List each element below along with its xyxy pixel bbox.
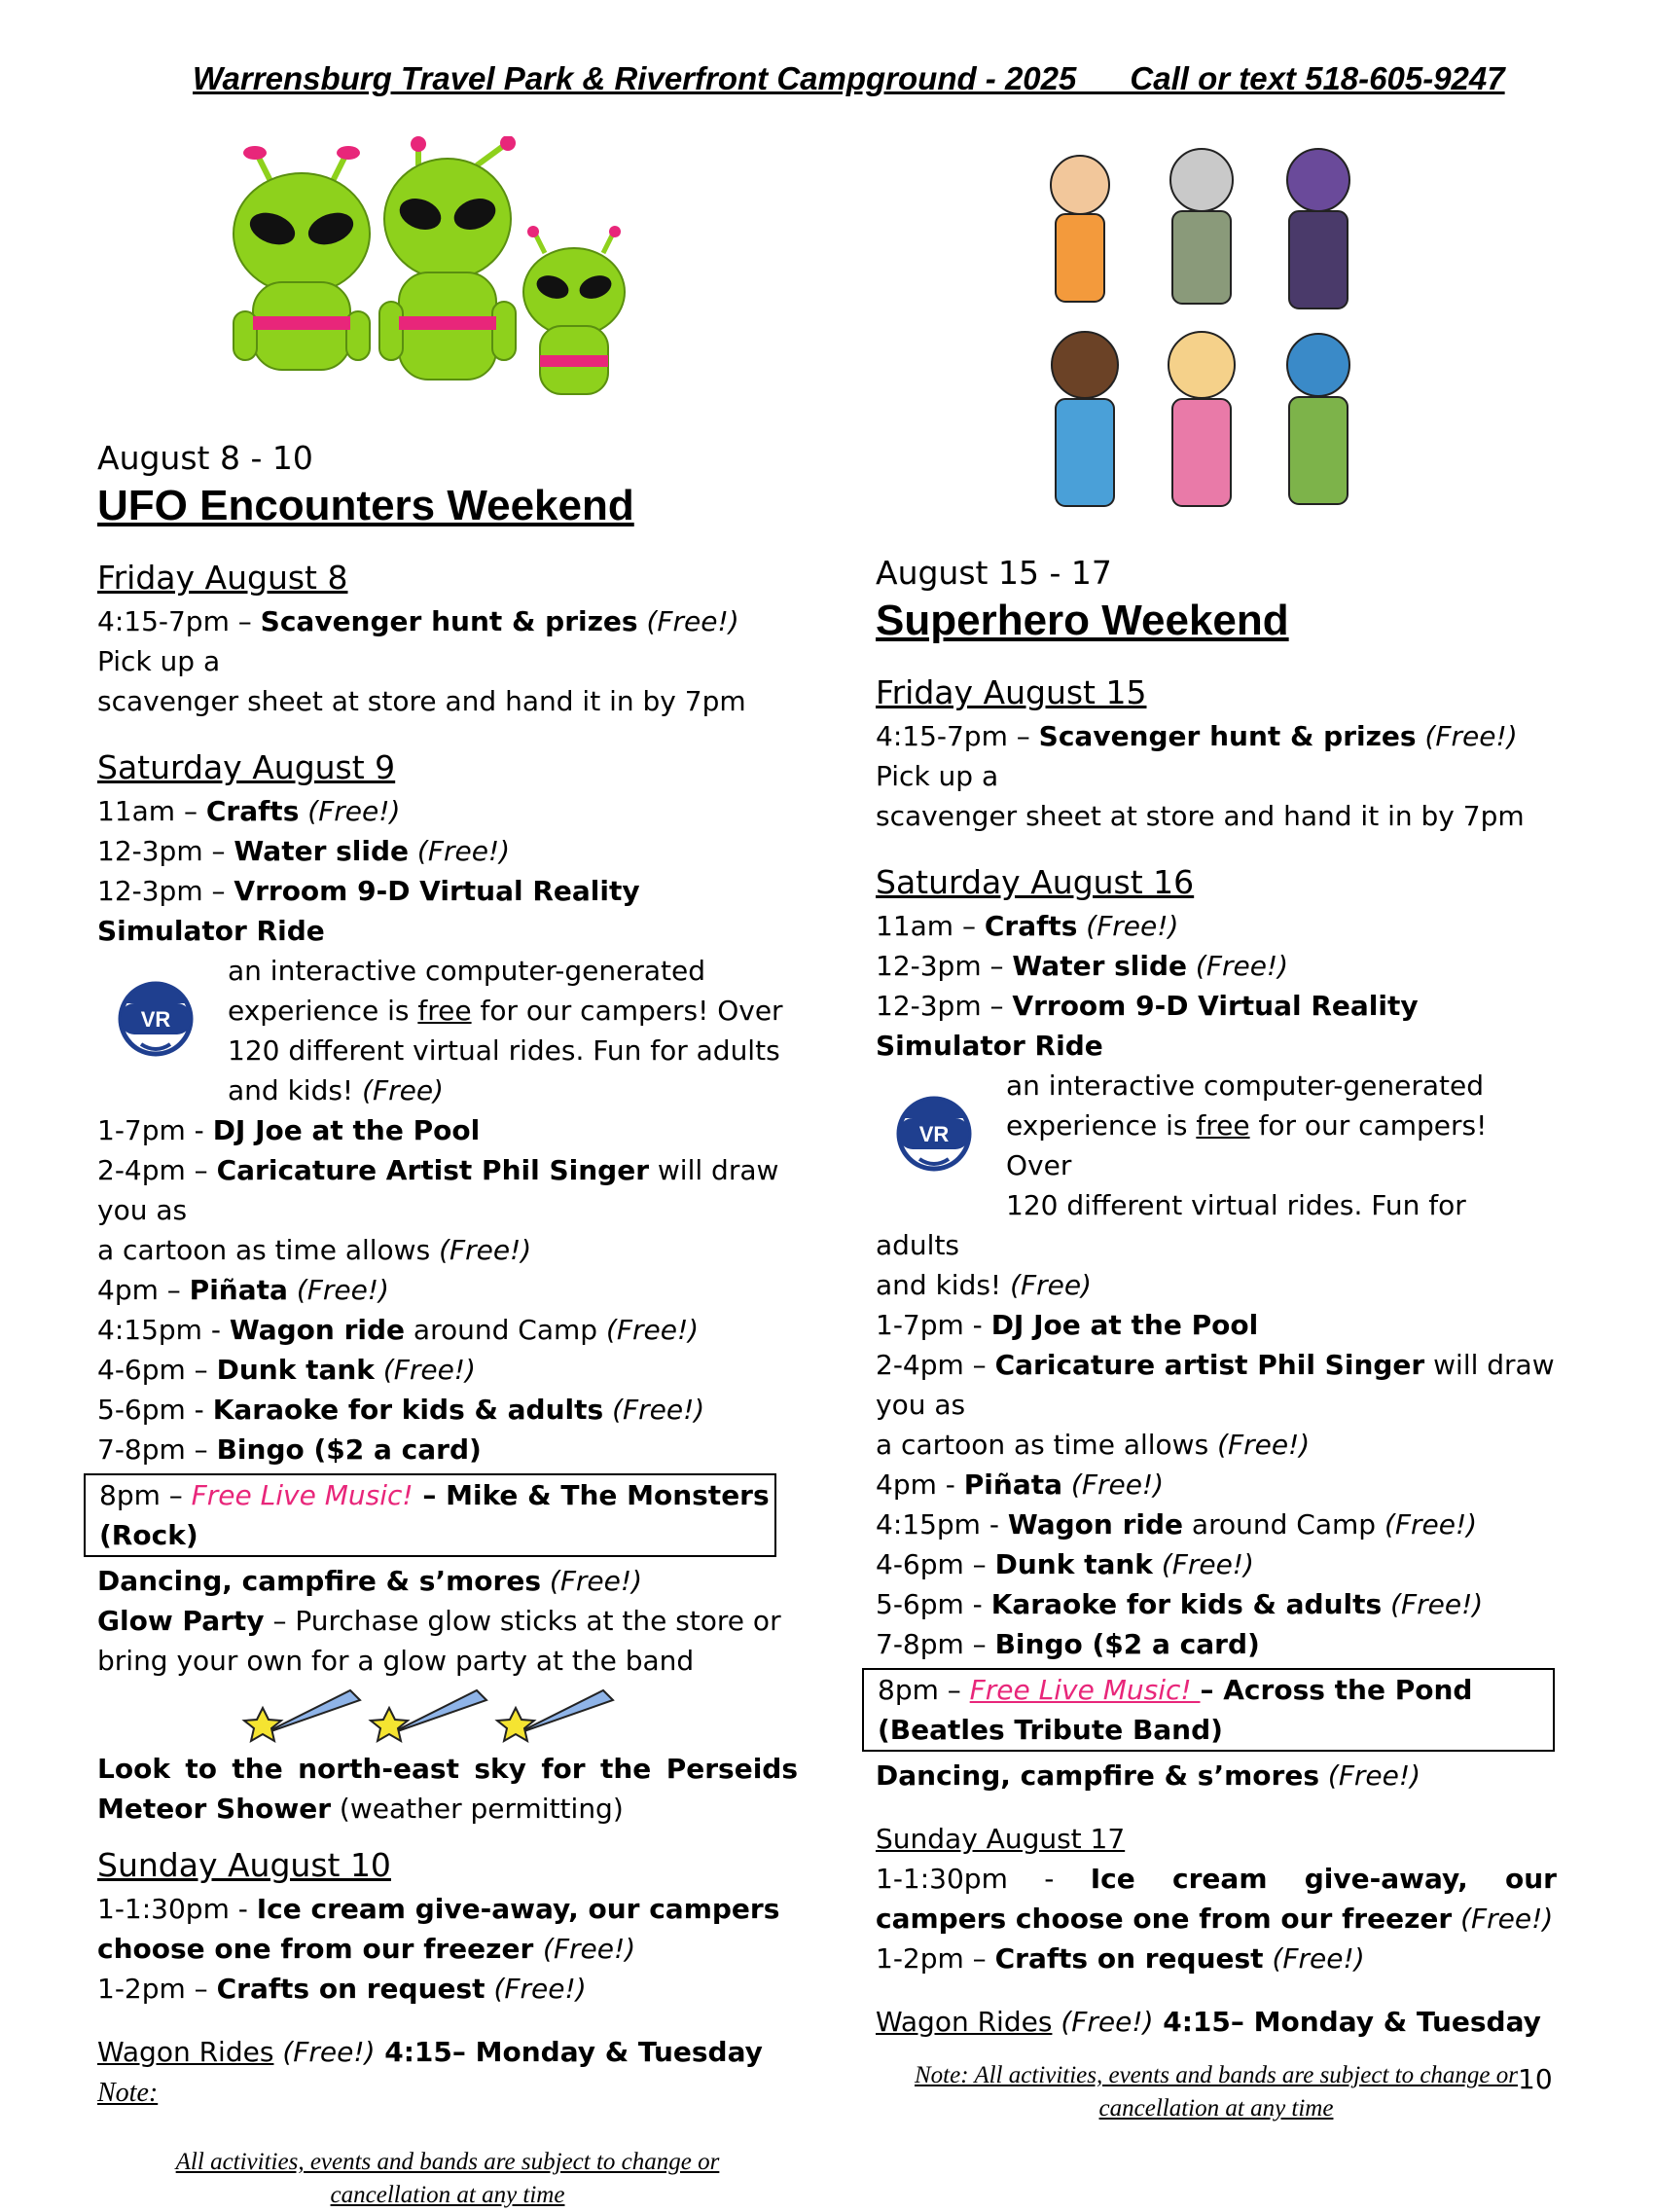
shooting-stars — [97, 1681, 798, 1749]
right-live-music-cont: (Beatles Tribute Band) — [878, 1714, 1223, 1746]
right-note-line-1: Note: All activities, events and bands are subject to change or — [914, 2062, 1519, 2088]
left-vr-desc-2: experience is free for our campers! Over — [228, 995, 783, 1027]
right-vr-desc-3: 120 different virtual rides. Fun for adults — [876, 1189, 1466, 1261]
left-sat-waterslide: 12-3pm – Water slide (Free!) — [97, 835, 511, 867]
right-vr-desc-4: and kids! (Free) — [876, 1269, 1092, 1301]
left-friday-item-cont: scavenger sheet at store and hand it in by 7pm — [97, 685, 746, 717]
left-note-line-2: cancellation at any time — [330, 2182, 565, 2208]
alien-illustration — [214, 136, 662, 409]
vr-headset-icon — [876, 1070, 992, 1186]
left-sat-pinata: 4pm – Piñata (Free!) — [97, 1274, 389, 1306]
left-live-music-cont: (Rock) — [99, 1519, 198, 1551]
page-number: 10 — [1518, 2063, 1553, 2095]
left-sunday-heading: Sunday August 10 — [97, 1846, 391, 1884]
right-sat-dj: 1-7pm - DJ Joe at the Pool — [876, 1309, 1259, 1341]
left-dates: August 8 - 10 — [97, 439, 313, 477]
right-vr-desc-2: experience is free for our campers! Over — [1006, 1109, 1488, 1181]
right-sat-waterslide: 12-3pm – Water slide (Free!) — [876, 950, 1289, 982]
vr-icon-label: VR — [140, 1007, 171, 1032]
right-vr-desc-1: an interactive computer-generated — [1006, 1070, 1485, 1102]
left-wagon-rides: Wagon Rides (Free!) 4:15– Monday & Tuesday Note: — [97, 2036, 763, 2108]
right-dancing: Dancing, campfire & s’mores (Free!) — [876, 1759, 1421, 1792]
left-sun-icecream-cont: choose one from our freezer (Free!) — [97, 1933, 636, 1965]
right-sat-karaoke: 5-6pm - Karaoke for kids & adults (Free!) — [876, 1588, 1484, 1620]
left-sat-bingo: 7-8pm – Bingo ($2 a card) — [97, 1433, 482, 1466]
left-sat-vr: 12-3pm – Vrroom 9-D Virtual Reality Simulator Ride — [97, 875, 640, 947]
right-friday-item: 4:15-7pm – Scavenger hunt & prizes (Free!) Pick up a — [876, 720, 1518, 792]
left-live-music-box — [84, 1473, 776, 1557]
right-sat-vr: 12-3pm – Vrroom 9-D Virtual Reality Simulator Ride — [876, 990, 1419, 1062]
right-column — [876, 551, 1557, 2125]
page-header: Warrensburg Travel Park & Riverfront Campground - 2025 Call or text 518-605-9247 — [193, 60, 1505, 96]
left-vr-block — [97, 951, 798, 1110]
right-sat-caricature-cont: a cartoon as time allows (Free!) — [876, 1429, 1311, 1461]
right-sun-crafts: 1-2pm – Crafts on request (Free!) — [876, 1942, 1365, 1975]
left-sat-karaoke: 5-6pm - Karaoke for kids & adults (Free!) — [97, 1394, 705, 1426]
right-sun-icecream: 1-1:30pm - Ice cream give-away, our campers choose one from our freezer (Free!) — [876, 1863, 1557, 1935]
left-glow-party-cont: bring your own for a glow party at the band — [97, 1645, 695, 1677]
right-friday-heading: Friday August 15 — [876, 673, 1147, 711]
right-sat-dunk: 4-6pm – Dunk tank (Free!) — [876, 1548, 1254, 1580]
left-note-line-1: All activities, events and bands are subject to change or — [175, 2149, 720, 2175]
left-sun-icecream: 1-1:30pm - Ice cream give-away, our campers — [97, 1893, 780, 1925]
right-sat-caricature: 2-4pm – Caricature artist Phil Singer will draw you as — [876, 1349, 1555, 1421]
right-note-line-2: cancellation at any time — [1098, 2095, 1334, 2121]
left-meteor: Look to the north-east sky for the Perseids Meteor Shower (weather permitting) — [97, 1753, 798, 1825]
left-saturday-heading: Saturday August 9 — [97, 748, 396, 786]
left-sat-caricature-cont: a cartoon as time allows (Free!) — [97, 1234, 532, 1266]
left-title: UFO Encounters Weekend — [97, 482, 634, 529]
right-sunday-heading: Sunday August 17 — [876, 1823, 1126, 1855]
right-wagon-rides: Wagon Rides (Free!) 4:15– Monday & Tuesday — [876, 2006, 1541, 2038]
left-live-music: 8pm – Free Live Music! – Mike & The Monsters — [99, 1479, 770, 1511]
left-vr-desc-1: an interactive computer-generated — [228, 955, 706, 987]
right-sat-bingo: 7-8pm – Bingo ($2 a card) — [876, 1628, 1260, 1660]
left-sat-caricature: 2-4pm – Caricature Artist Phil Singer will draw you as — [97, 1154, 779, 1226]
right-live-music-box — [862, 1668, 1555, 1752]
right-live-music: 8pm – Free Live Music! – Across the Pond — [878, 1674, 1473, 1706]
vr-headset-icon — [97, 955, 214, 1071]
left-sun-crafts: 1-2pm – Crafts on request (Free!) — [97, 1973, 587, 2005]
right-sat-wagon: 4:15pm - Wagon ride around Camp (Free!) — [876, 1508, 1478, 1541]
left-sat-crafts: 11am – Crafts (Free!) — [97, 795, 401, 827]
left-sat-dj: 1-7pm - DJ Joe at the Pool — [97, 1114, 481, 1146]
left-friday-item: 4:15-7pm – Scavenger hunt & prizes (Free!) Pick up a — [97, 605, 739, 677]
right-sat-pinata: 4pm - Piñata (Free!) — [876, 1469, 1165, 1501]
right-saturday-heading: Saturday August 16 — [876, 863, 1195, 901]
left-friday-heading: Friday August 8 — [97, 559, 348, 597]
vr-icon-label: VR — [918, 1122, 950, 1146]
right-dates: August 15 - 17 — [876, 554, 1112, 592]
left-sat-dunk: 4-6pm – Dunk tank (Free!) — [97, 1354, 476, 1386]
right-vr-block — [876, 1066, 1557, 1305]
left-column — [97, 436, 798, 2212]
superhero-illustration — [1022, 136, 1382, 535]
right-sat-crafts: 11am – Crafts (Free!) — [876, 910, 1179, 942]
left-vr-desc-4: and kids! (Free) — [228, 1074, 444, 1106]
left-glow-party: Glow Party – Purchase glow sticks at the store or — [97, 1605, 781, 1637]
left-sat-wagon: 4:15pm - Wagon ride around Camp (Free!) — [97, 1314, 700, 1346]
right-friday-item-cont: scavenger sheet at store and hand it in by 7pm — [876, 800, 1525, 832]
left-vr-desc-3: 120 different virtual rides. Fun for adults — [228, 1034, 780, 1067]
right-title: Superhero Weekend — [876, 597, 1289, 644]
left-dancing: Dancing, campfire & s’mores (Free!) — [97, 1565, 643, 1597]
